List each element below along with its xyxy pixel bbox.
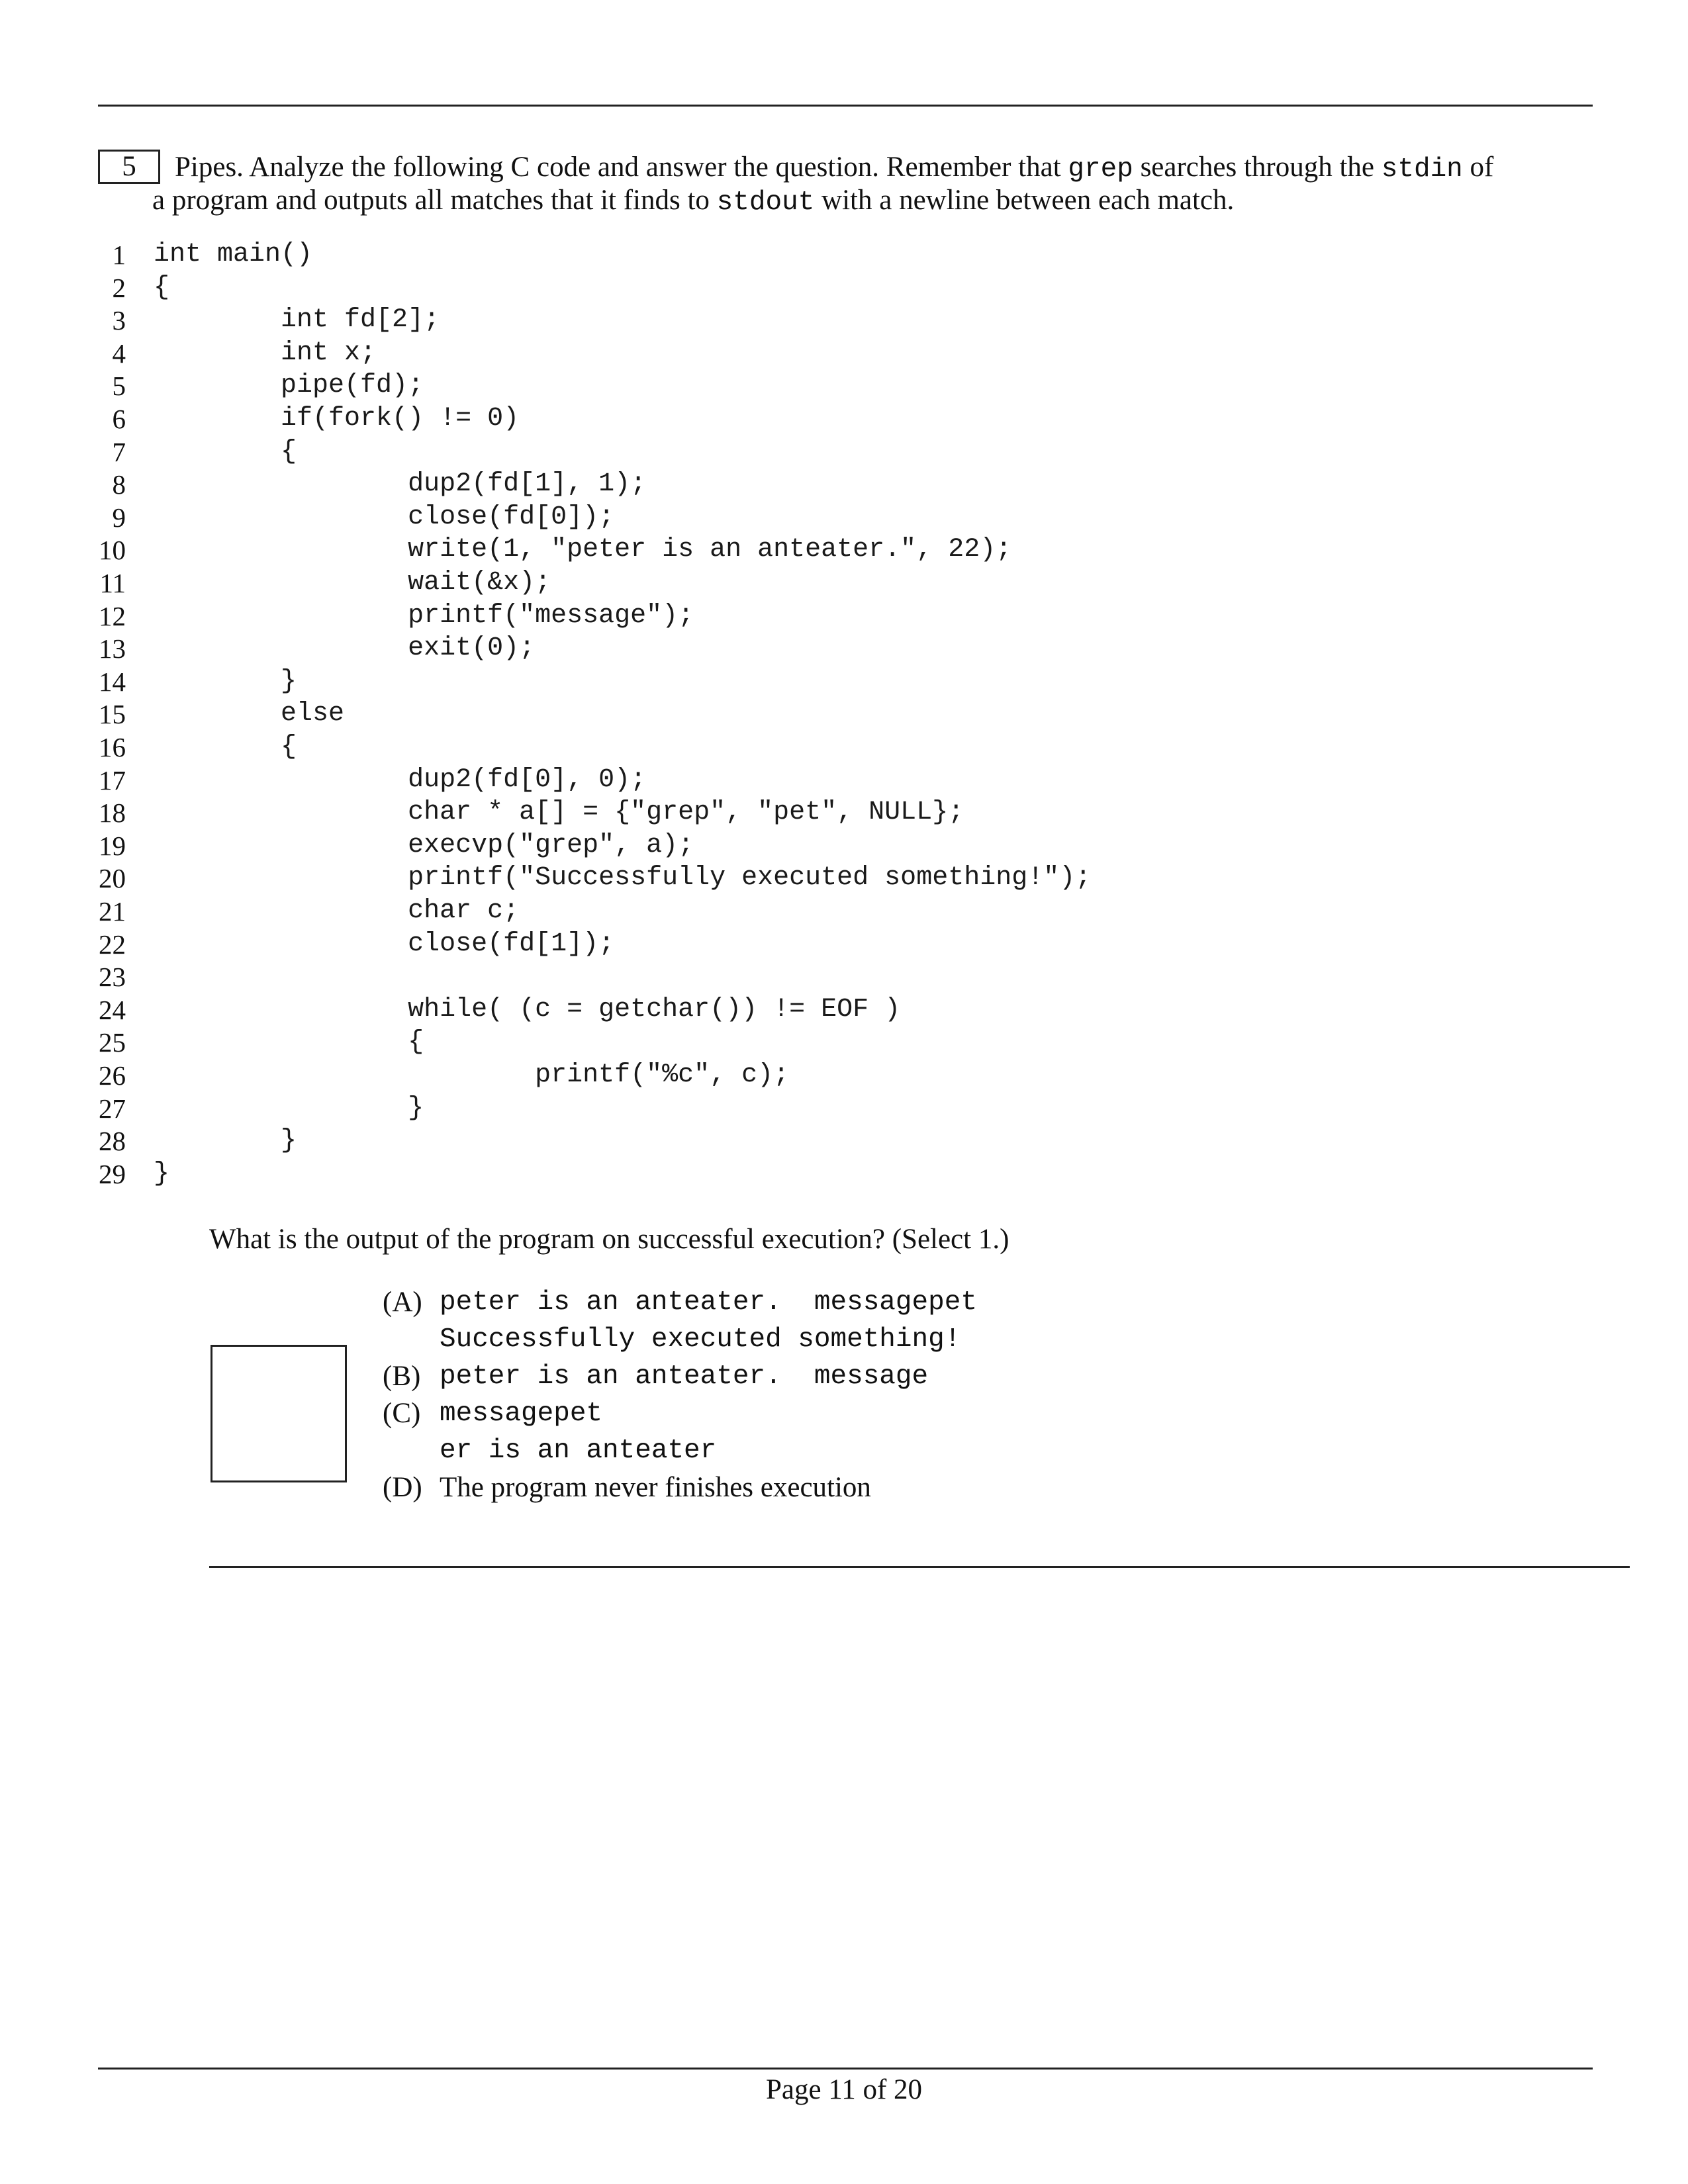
code-text: write(1, "peter is an anteater.", 22);	[154, 535, 1012, 565]
code-text: {	[154, 272, 170, 302]
code-text: {	[154, 1027, 424, 1058]
line-number: 25	[99, 1027, 126, 1058]
line-number: 26	[99, 1060, 126, 1091]
code-text: execvp("grep", a);	[154, 830, 694, 860]
line-number: 12	[99, 600, 126, 631]
answer-box[interactable]	[211, 1345, 347, 1482]
code-text: dup2(fd[1], 1);	[154, 469, 647, 500]
line-number: 7	[112, 436, 126, 467]
line-number: 23	[99, 962, 126, 993]
line-number: 9	[112, 502, 126, 533]
page-footer: Page 11 of 20	[765, 2074, 923, 2105]
code-text: }	[154, 666, 297, 696]
top-rule	[98, 105, 1593, 107]
line-number: 14	[99, 666, 126, 697]
code-text: }	[154, 1093, 424, 1123]
option-b-text: peter is an anteater. message	[440, 1361, 929, 1392]
stem-text: searches through the	[1133, 152, 1382, 183]
code-text: int main()	[154, 240, 313, 269]
option-b-label: (B)	[383, 1361, 421, 1392]
stem-text: with a newline between each match.	[814, 185, 1235, 216]
option-d-text: The program never finishes execution	[440, 1472, 871, 1503]
line-number: 2	[112, 272, 126, 303]
line-number: 3	[112, 305, 126, 336]
stem-text: Pipes. Analyze the following C code and answer the question. Remember that	[175, 152, 1068, 183]
code-text: printf("message");	[154, 600, 694, 631]
code-text: char * a[] = {"grep", "pet", NULL};	[154, 797, 964, 828]
line-number: 27	[99, 1093, 126, 1124]
option-a-text-line-1: peter is an anteater. messagepet	[440, 1287, 977, 1318]
option-d-label: (D)	[383, 1472, 422, 1503]
code-text: else	[154, 699, 345, 729]
line-number: 29	[99, 1158, 126, 1189]
code-text: int fd[2];	[154, 305, 440, 336]
option-c-text-line-1: messagepet	[440, 1398, 603, 1429]
line-number: 5	[112, 371, 126, 402]
line-number: 15	[99, 699, 126, 730]
line-number: 6	[112, 404, 126, 434]
code-text: close(fd[1]);	[154, 929, 615, 959]
line-number: 19	[99, 830, 126, 861]
code-text: char c;	[154, 896, 520, 926]
question-prompt: What is the output of the program on successful execution? (Select 1.)	[209, 1224, 1009, 1255]
option-c-text-line-2: er is an anteater	[440, 1435, 717, 1466]
code-text: }	[154, 1126, 297, 1156]
code-text: dup2(fd[0], 0);	[154, 764, 647, 795]
option-a-label: (A)	[383, 1287, 422, 1318]
option-a-text-line-2: Successfully executed something!	[440, 1324, 961, 1355]
line-number: 28	[99, 1126, 126, 1157]
code-text: }	[154, 1158, 170, 1189]
line-number: 8	[112, 469, 126, 500]
line-number: 4	[112, 338, 126, 369]
line-number: 18	[99, 797, 126, 829]
code-text: printf("%c", c);	[154, 1060, 790, 1090]
line-number: 24	[99, 994, 126, 1025]
code-text: {	[154, 732, 297, 762]
line-number: 16	[99, 732, 126, 762]
stem-code-stdout: stdout	[716, 187, 815, 218]
question-number-box	[98, 150, 160, 184]
stem-text: of	[1462, 152, 1494, 183]
line-number: 17	[99, 764, 126, 796]
line-number: 21	[99, 896, 126, 927]
code-text: pipe(fd);	[154, 371, 424, 401]
question-number: 5	[122, 151, 136, 182]
code-text: wait(&x);	[154, 568, 551, 598]
line-number: 11	[99, 568, 126, 598]
question-stem-line-1	[175, 152, 1493, 185]
code-text: while( (c = getchar()) != EOF )	[154, 994, 901, 1024]
line-number: 13	[99, 633, 126, 664]
code-text: exit(0);	[154, 633, 536, 664]
line-number: 10	[99, 535, 126, 566]
line-number: 20	[99, 863, 126, 894]
stem-text: a program and outputs all matches that it finds to	[152, 185, 717, 216]
stem-code-grep: grep	[1068, 154, 1133, 185]
code-text: printf("Successfully executed something!");	[154, 863, 1092, 893]
line-number: 1	[112, 240, 126, 270]
bottom-rule	[98, 2068, 1593, 2070]
line-number: 22	[99, 929, 126, 960]
code-text: if(fork() != 0)	[154, 404, 520, 433]
code-text: {	[154, 436, 297, 467]
question-stem-line-2	[152, 185, 1234, 218]
code-text: int x;	[154, 338, 377, 368]
stem-code-stdin: stdin	[1381, 154, 1463, 185]
code-text: close(fd[0]);	[154, 502, 615, 532]
option-c-label: (C)	[383, 1398, 421, 1429]
section-divider	[209, 1566, 1630, 1568]
